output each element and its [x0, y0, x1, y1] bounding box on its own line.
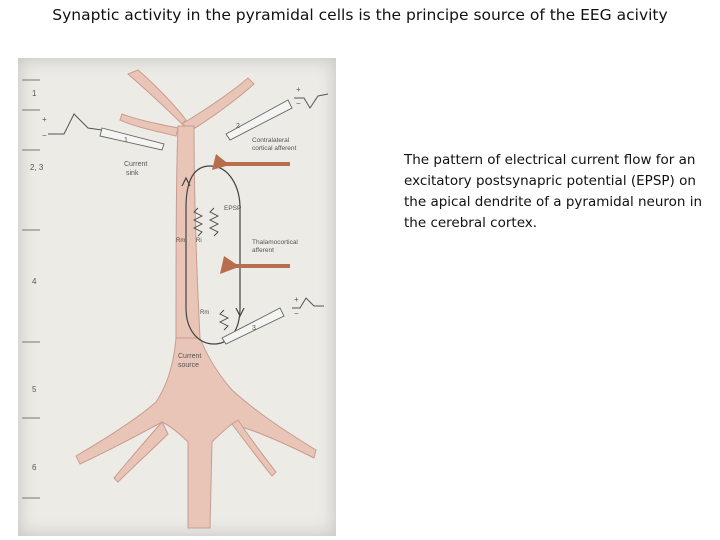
current-source-label-2: source — [178, 362, 200, 369]
layer-label-4: 4 — [32, 277, 37, 286]
electrode-label-1: 1 — [124, 137, 128, 144]
electrode-2 — [226, 100, 292, 140]
layer-label-1: 1 — [32, 89, 37, 98]
minus-top-label: − — [296, 99, 301, 108]
epsp-label: EPSP — [224, 205, 242, 212]
plus-mid-label: + — [294, 295, 299, 304]
current-sink-label-2: sink — [126, 170, 139, 177]
rm-bottom-label: Rm — [200, 310, 210, 316]
current-source-label-1: Current — [178, 353, 202, 360]
apical-dendrite — [176, 126, 200, 338]
thalamocortical-label-2: afferent — [252, 247, 274, 254]
pyramidal-neuron-figure — [18, 58, 336, 536]
contralateral-afferent — [212, 154, 290, 170]
contralateral-label-2: cortical afferent — [252, 145, 297, 152]
thalamocortical-label-1: Thalamocortical — [252, 239, 298, 246]
minus-left-label: − — [42, 131, 47, 140]
trace-left — [48, 114, 102, 134]
layer-label-2-3: 2, 3 — [30, 163, 44, 172]
minus-mid-label: − — [294, 309, 299, 318]
slide-title: Synaptic activity in the pyramidal cells is the principe source of the EEG acivity — [52, 6, 668, 24]
current-sink-label-1: Current — [124, 161, 148, 168]
electrode-label-2: 2 — [236, 123, 240, 130]
apical-tuft-left — [120, 114, 178, 136]
apical-tuft — [128, 70, 186, 124]
apical-tuft-right — [182, 78, 254, 130]
layer-label-5: 5 — [32, 385, 37, 394]
electrode-label-3: 3 — [252, 325, 256, 332]
ri-label: Ri — [196, 238, 202, 244]
neuron-diagram — [18, 58, 336, 536]
contralateral-label-1: Contralateral — [252, 137, 290, 144]
thalamocortical-afferent — [220, 256, 290, 274]
rm-left-label: Rm — [176, 238, 186, 244]
plus-top-label: + — [296, 85, 301, 94]
figure-caption: The pattern of electrical current flow for an excitatory postsynapric potential (EPSP) on the apical dendrite of a pyramidal neuron in the cerebral cortex. — [404, 152, 703, 231]
plus-left-label: + — [42, 115, 47, 124]
layer-ticks — [22, 80, 40, 498]
layer-label-6: 6 — [32, 463, 37, 472]
